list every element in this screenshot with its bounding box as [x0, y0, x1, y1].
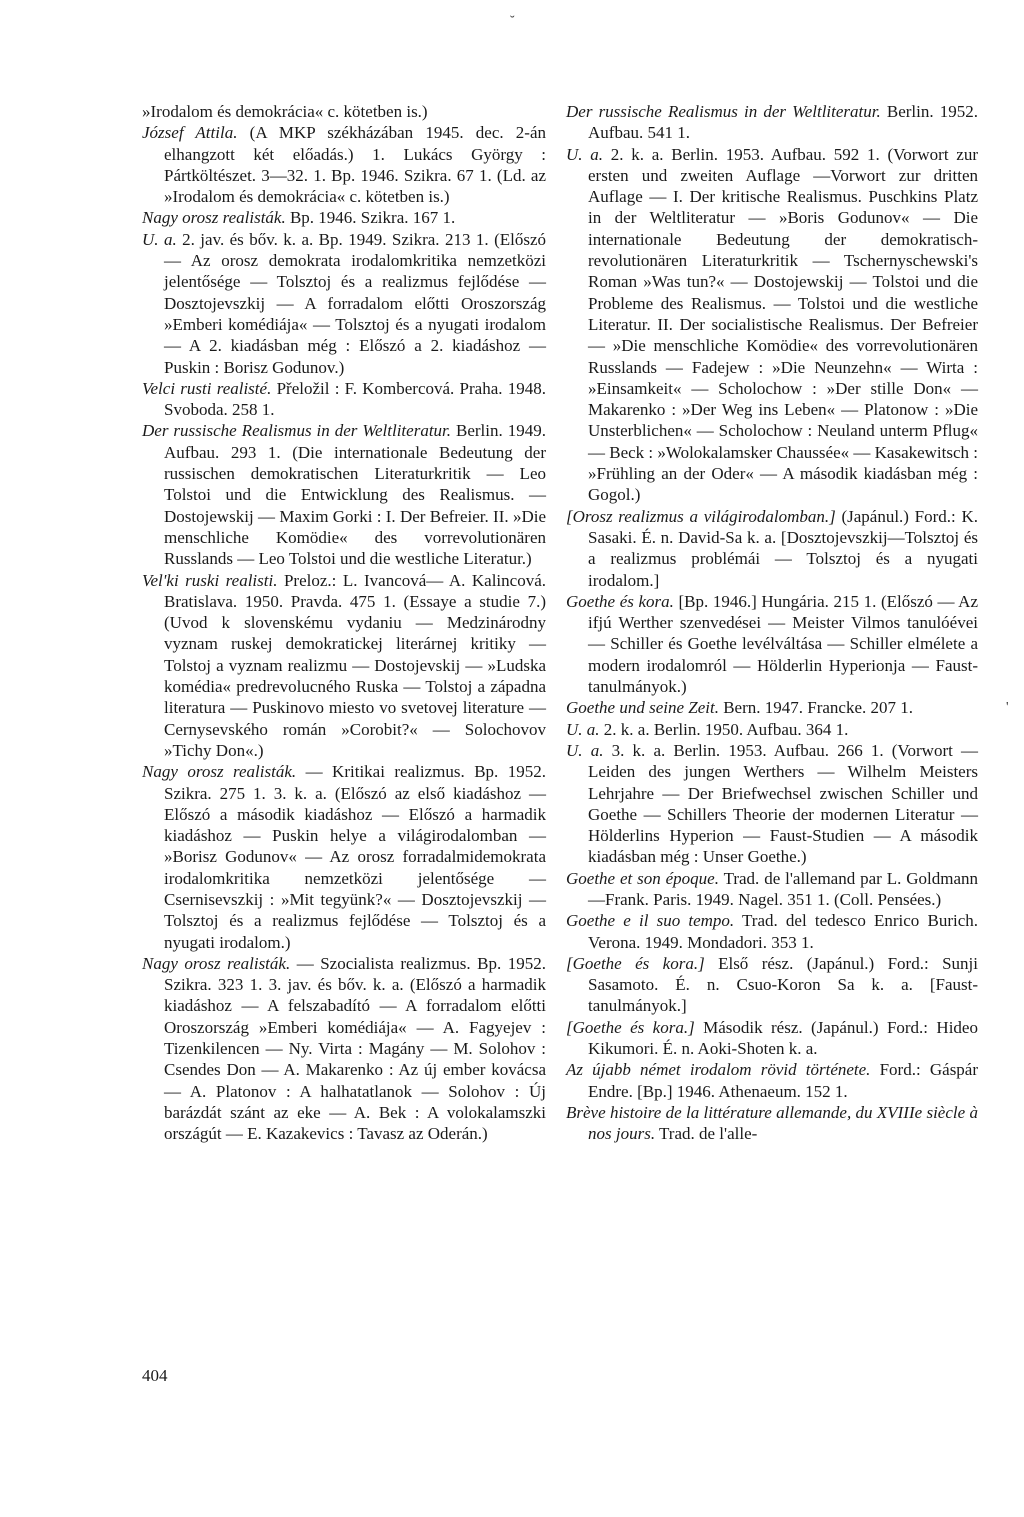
bibliography-entry: U. a. 2. jav. és bőv. k. a. Bp. 1949. Szikra. 213 1. (Előszó — Az orosz demokrata irodalomkritika nemzetközi jelentősége — Tolsztoj és a realizmus fejlődése — Dosztojevszkij — A forradalom előtti Oroszország »Emberi komédiája« — Tolsztoj és a nyugati irodalom — A 2. kiadásban még : Előszó a 2. kiadáshoz — Puskin : Borisz Godunov.) — [142, 229, 546, 377]
page-number: 404 — [142, 1366, 168, 1385]
bibliography-entry: Nagy orosz realisták. Bp. 1946. Szikra. 167 1. — [142, 208, 456, 228]
bibliography-entry: Vel'ki ruski realisti. Preloz.: L. Ivancová— A. Kalincová. Bratislava. 1950. Pravda. 475 1. (Essaye a studie 7.) (Uvod k slovenskému vydaniu — Medzinárodny vyznam ruskej demokratickej literárnej kritiky — Tolstoj a vyznam realizmu — Dostojevskij — »Ludska komédia« predrevolucného Ruska — Tolstoj a západna literatura — Puskinovo miesto vo svetovej literature — Cernysevského román »Corobit?« — Solochovov »Tichy Don«.) — [142, 570, 546, 760]
bibliography-entry: [Orosz realizmus a világirodalomban.] (Japánul.) Ford.: K. Sasaki. É. n. David-Sa k. a. [Dosztojevszkij—Tolsztoj és a realizmus problémái — Tolsztoj és a nyugati irodalom.] — [566, 506, 978, 590]
bibliography-entry: U. a. 2. k. a. Berlin. 1950. Aufbau. 364 1. — [566, 719, 849, 739]
bibliography-entry: József Attila. (A MKP székházában 1945. dec. 2-án elhangzott két előadás.) 1. Lukács György : Pártköltészet. 3—32. 1. Bp. 1946. Szikra. 67 1. (Ld. az »Irodalom és demokrácia« c. kötetben is.) — [142, 123, 547, 207]
bibliography-entry: »Irodalom és demokrácia« c. kötetben is.) — [142, 102, 428, 121]
bibliography-entry: Goethe e il suo tempo. Trad. del tedesco Enrico Burich. Verona. 1949. Mondadori. 353 1. — [566, 911, 978, 952]
left-column — [142, 101, 546, 1145]
bibliography-entry: Goethe és kora. [Bp. 1946.] Hungária. 215 1. (Előszó — Az ifjú Werther szenvedései — Meister Vilmos tanulóévei — Schiller és Goethe levélváltása — Schiller elmélete a modern irodalomról — Hölderlin Hyperionja — Faust-tanulmányok.) — [566, 591, 978, 697]
bibliography-entry: Velci rusti realisté. Přeložil : F. Kombercová. Praha. 1948. Svoboda. 258 1. — [142, 378, 547, 420]
bibliography-entry: [Goethe és kora.] Második rész. (Japánul.) Ford.: Hideo Kikumori. É. n. Aoki-Shoten k. a. — [566, 1017, 978, 1059]
right-column — [566, 101, 978, 1145]
bibliography-entry: Nagy orosz realisták. — Szocialista realizmus. Bp. 1952. Szikra. 323 1. 3. jav. és bőv. k. a. (Előszó a harmadik kiadáshoz — A felszabadító — A forradalom előtti Oroszország »Emberi komédiája« — A. Fagyejev : Tizenkilencen — Ny. Virta : Magány — M. Solohov : Csendes Don — A. Makarenko : Az új ember kovácsa — A. Platonov : A halhatatlanok — Solohov : Új barázdát szánt az eke — A. Bek : A volokalamszki országút — E. Kazakevics : Tavasz az Oderán.) — [142, 953, 546, 1144]
bibliography-entry: Der russische Realismus in der Weltliteratur. Berlin. 1949. Aufbau. 293 1. (Die internationale Bedeutung der russischen demokratischen Literaturkritik — Leo Tolstoi und die Entwicklung des Realismus. — Dostojewskij — Maxim Gorki : I. Der Befreier. II. »Die menschliche Komödie« des vorrevolutionären Russlands — Leo Tolstoi und die westliche Literatur.) — [142, 421, 546, 569]
top-mark: ˘ — [510, 14, 515, 29]
bibliography-entry: U. a. 2. k. a. Berlin. 1953. Aufbau. 592 1. (Vorwort zur ersten und zweiten Auflage —Vorwort zur dritten Auflage — I. Der kritische Realismus. Puschkins Platz in der Weltliteratur — »Boris Godunov« — Die internationale Bedeutung der demokratisch-revolutionären Literaturkritik — Tschernyschewski's Roman »Was tun?« — Dostojewskij — Tolstoi und die Probleme des Realismus. — Tolstoi und die westliche Literatur. II. Der socialistische Realismus. Der Befreier — »Die menschliche Komödie« des vorrevolutionären Russlands — Fadejew : »Die Neunzehn« — Wirta : »Einsamkeit« — Scholochow : »Der stille Don« — Makarenko : »Der Weg ins Leben« — Platonow : »Die Unsterblichen« — Scholochow : Neuland unterm Pflug« — Beck : »Wolokalamsker Chaussée« — Kasakewitsch : »Frühling an der Oder« — A második kiadásban még : Gogol.) — [566, 144, 979, 505]
bibliography-entry: U. a. 3. k. a. Berlin. 1953. Aufbau. 266 1. (Vorwort — Leiden des jungen Werthers — Wilhelm Meisters Lehrjahre — Der Briefwechsel zwischen Schiller und Goethe — Schillers Theorie der modernen Literatur — Hölderlins Hyperion — Faust-Studien — A második kiadásban még : Unser Goethe.) — [566, 740, 979, 867]
margin-mark: ' — [1006, 700, 1009, 715]
bibliography-entry: Brève histoire de la littérature allemande, du XVIIIe siècle à nos jours. Trad. de l'alle- — [566, 1102, 978, 1144]
bibliography-entry: Nagy orosz realisták. — Kritikai realizmus. Bp. 1952. Szikra. 275 1. 3. k. a. (Előszó az első kiadáshoz — Előszó a második kiadáshoz — Előszó a harmadik kiadáshoz — Puskin helye a világirodalomban — »Borisz Godunov« — Az orosz forradalmidemokrata irodalomkritika nemzetközi jelentősége — Csernisevszkij : »Mit tegyünk?« — Dosztojevszkij — Tolsztoj és a realizmus fejlődése — Tolsztoj és a nyugati irodalom.) — [142, 762, 546, 952]
bibliography-entry: [Goethe és kora.] Első rész. (Japánul.) Ford.: Sunji Sasamoto. É. n. Csuo-Koron Sa k. a. [Faust-tanulmányok.] — [566, 953, 978, 1016]
bibliography-entry: Der russische Realismus in der Weltliteratur. Berlin. 1952. Aufbau. 541 1. — [566, 102, 978, 143]
bibliography-entry: Goethe und seine Zeit. Bern. 1947. Francke. 207 1. — [566, 698, 914, 718]
bibliography-entry: Az újabb német irodalom rövid története. Ford.: Gáspár Endre. [Bp.] 1946. Athenaeum. 152 1. — [566, 1060, 979, 1101]
bibliography-entry: Goethe et son époque. Trad. de l'allemand par L. Goldmann—Frank. Paris. 1949. Nagel. 351 1. (Coll. Pensées.) — [566, 868, 978, 909]
